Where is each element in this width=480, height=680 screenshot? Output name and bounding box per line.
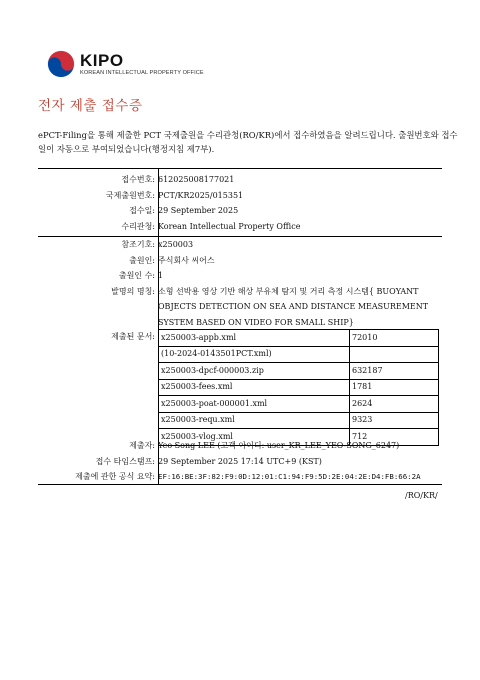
file-size: 72010 [350, 330, 439, 347]
file-name: x250003-poat-000001.xml [159, 396, 350, 413]
file-size: 712 [350, 429, 439, 446]
submission-digest: EF:16:BE:3F:82:F9:0D:12:01:C1:94:F9:5D:2E:04:2E:D4:FB:66:2A [158, 472, 421, 481]
kipo-logo [47, 50, 204, 78]
field-label: 발명의 명칭: [111, 286, 155, 296]
logo-name: KIPO [80, 50, 124, 70]
receipt-number-row [38, 172, 442, 188]
field-label: 출원인 수: [118, 271, 155, 280]
file-size [350, 346, 439, 363]
table-row [159, 379, 439, 396]
file-name: x250003-vlog.xml [159, 429, 350, 446]
field-label: 참조기호: [121, 240, 155, 249]
field-label: 제출된 문서: [111, 332, 155, 341]
table-row [159, 363, 439, 380]
receiving-office: Korean Intellectual Property Office [158, 221, 301, 231]
table-row [159, 346, 439, 363]
invention-title: 소형 선박용 영상 기반 해상 부유체 탐지 및 거리 측정 시스템{ BUOYANT OBJECTS DETECTION ON SEA AND DISTANCE MEASUREMENT SYSTEM BASED ON VIDEO FOR SMALL SHIP} [158, 286, 429, 327]
divider-top [38, 168, 442, 169]
file-name: x250003-appb.xml [159, 330, 350, 347]
file-size: 632187 [350, 363, 439, 380]
receipt-date: 29 September 2025 [158, 206, 239, 215]
file-size: 1781 [350, 379, 439, 396]
field-label: 국제출원번호: [105, 190, 155, 200]
field-label: 출원인: [129, 255, 155, 265]
file-name: x250003-requ.xml [159, 412, 350, 429]
receipt-timestamp: 29 September 2025 17:14 UTC+9 (KST) [158, 456, 322, 466]
field-label: 제출에 관한 공식 요약: [75, 472, 155, 481]
field-label: 수리관청: [121, 221, 155, 231]
applicant-count: 1 [158, 271, 164, 280]
receiving-office-row [38, 219, 442, 235]
receipt-date-row [38, 203, 442, 219]
applicant-count-row [38, 268, 442, 284]
file-size: 2624 [350, 396, 439, 413]
field-label: 접수번호: [121, 175, 155, 184]
applicant: 주식회사 씨어스 [158, 255, 215, 265]
submitted-documents [38, 329, 442, 446]
file-name: x250003-dpcf-000003.zip [159, 363, 350, 380]
submitter-row [38, 438, 442, 454]
file-size: 9323 [350, 412, 439, 429]
submitter: Yeo Song LEE (고객 아이디: user_KR_LEE_YEO-SONG_6247) [158, 441, 400, 450]
digest-row [38, 469, 442, 485]
application-section [38, 237, 442, 330]
documents-table [158, 329, 439, 446]
applicant-row [38, 253, 442, 269]
receipt-section [38, 172, 442, 234]
field-label: 제출자: [129, 441, 155, 450]
file-name: (10-2024-0143501PCT.xml) [159, 346, 350, 363]
logo-subtitle: KOREAN INTELLECTUAL PROPERTY OFFICE [80, 69, 204, 76]
field-label: 접수 타임스탬프: [95, 456, 155, 466]
invention-title-row [38, 284, 442, 331]
submission-section [38, 438, 442, 485]
table-row [159, 412, 439, 429]
reference-row [38, 237, 442, 253]
table-row [159, 396, 439, 413]
intro-text: ePCT-Filing을 통해 제출한 PCT 국제출원을 수리관청(RO/KR)에서 접수하였음을 알려드립니다. 출원번호와 접수일이 자동으로 부여되었습니다(행정지침 제7부). [38, 130, 458, 154]
reference-code: x250003 [158, 240, 194, 249]
table-row [159, 330, 439, 347]
receipt-number: 612025008177021 [158, 175, 235, 184]
international-application-number: PCT/KR2025/015351 [158, 190, 244, 200]
office-code-footer: /RO/KR/ [405, 491, 438, 500]
kipo-emblem-icon [47, 50, 75, 78]
file-name: x250003-fees.xml [159, 379, 350, 396]
timestamp-row [38, 454, 442, 470]
field-label: 접수일: [129, 206, 155, 215]
application-number-row [38, 188, 442, 204]
document-title: 전자 제출 접수증 [38, 98, 143, 114]
